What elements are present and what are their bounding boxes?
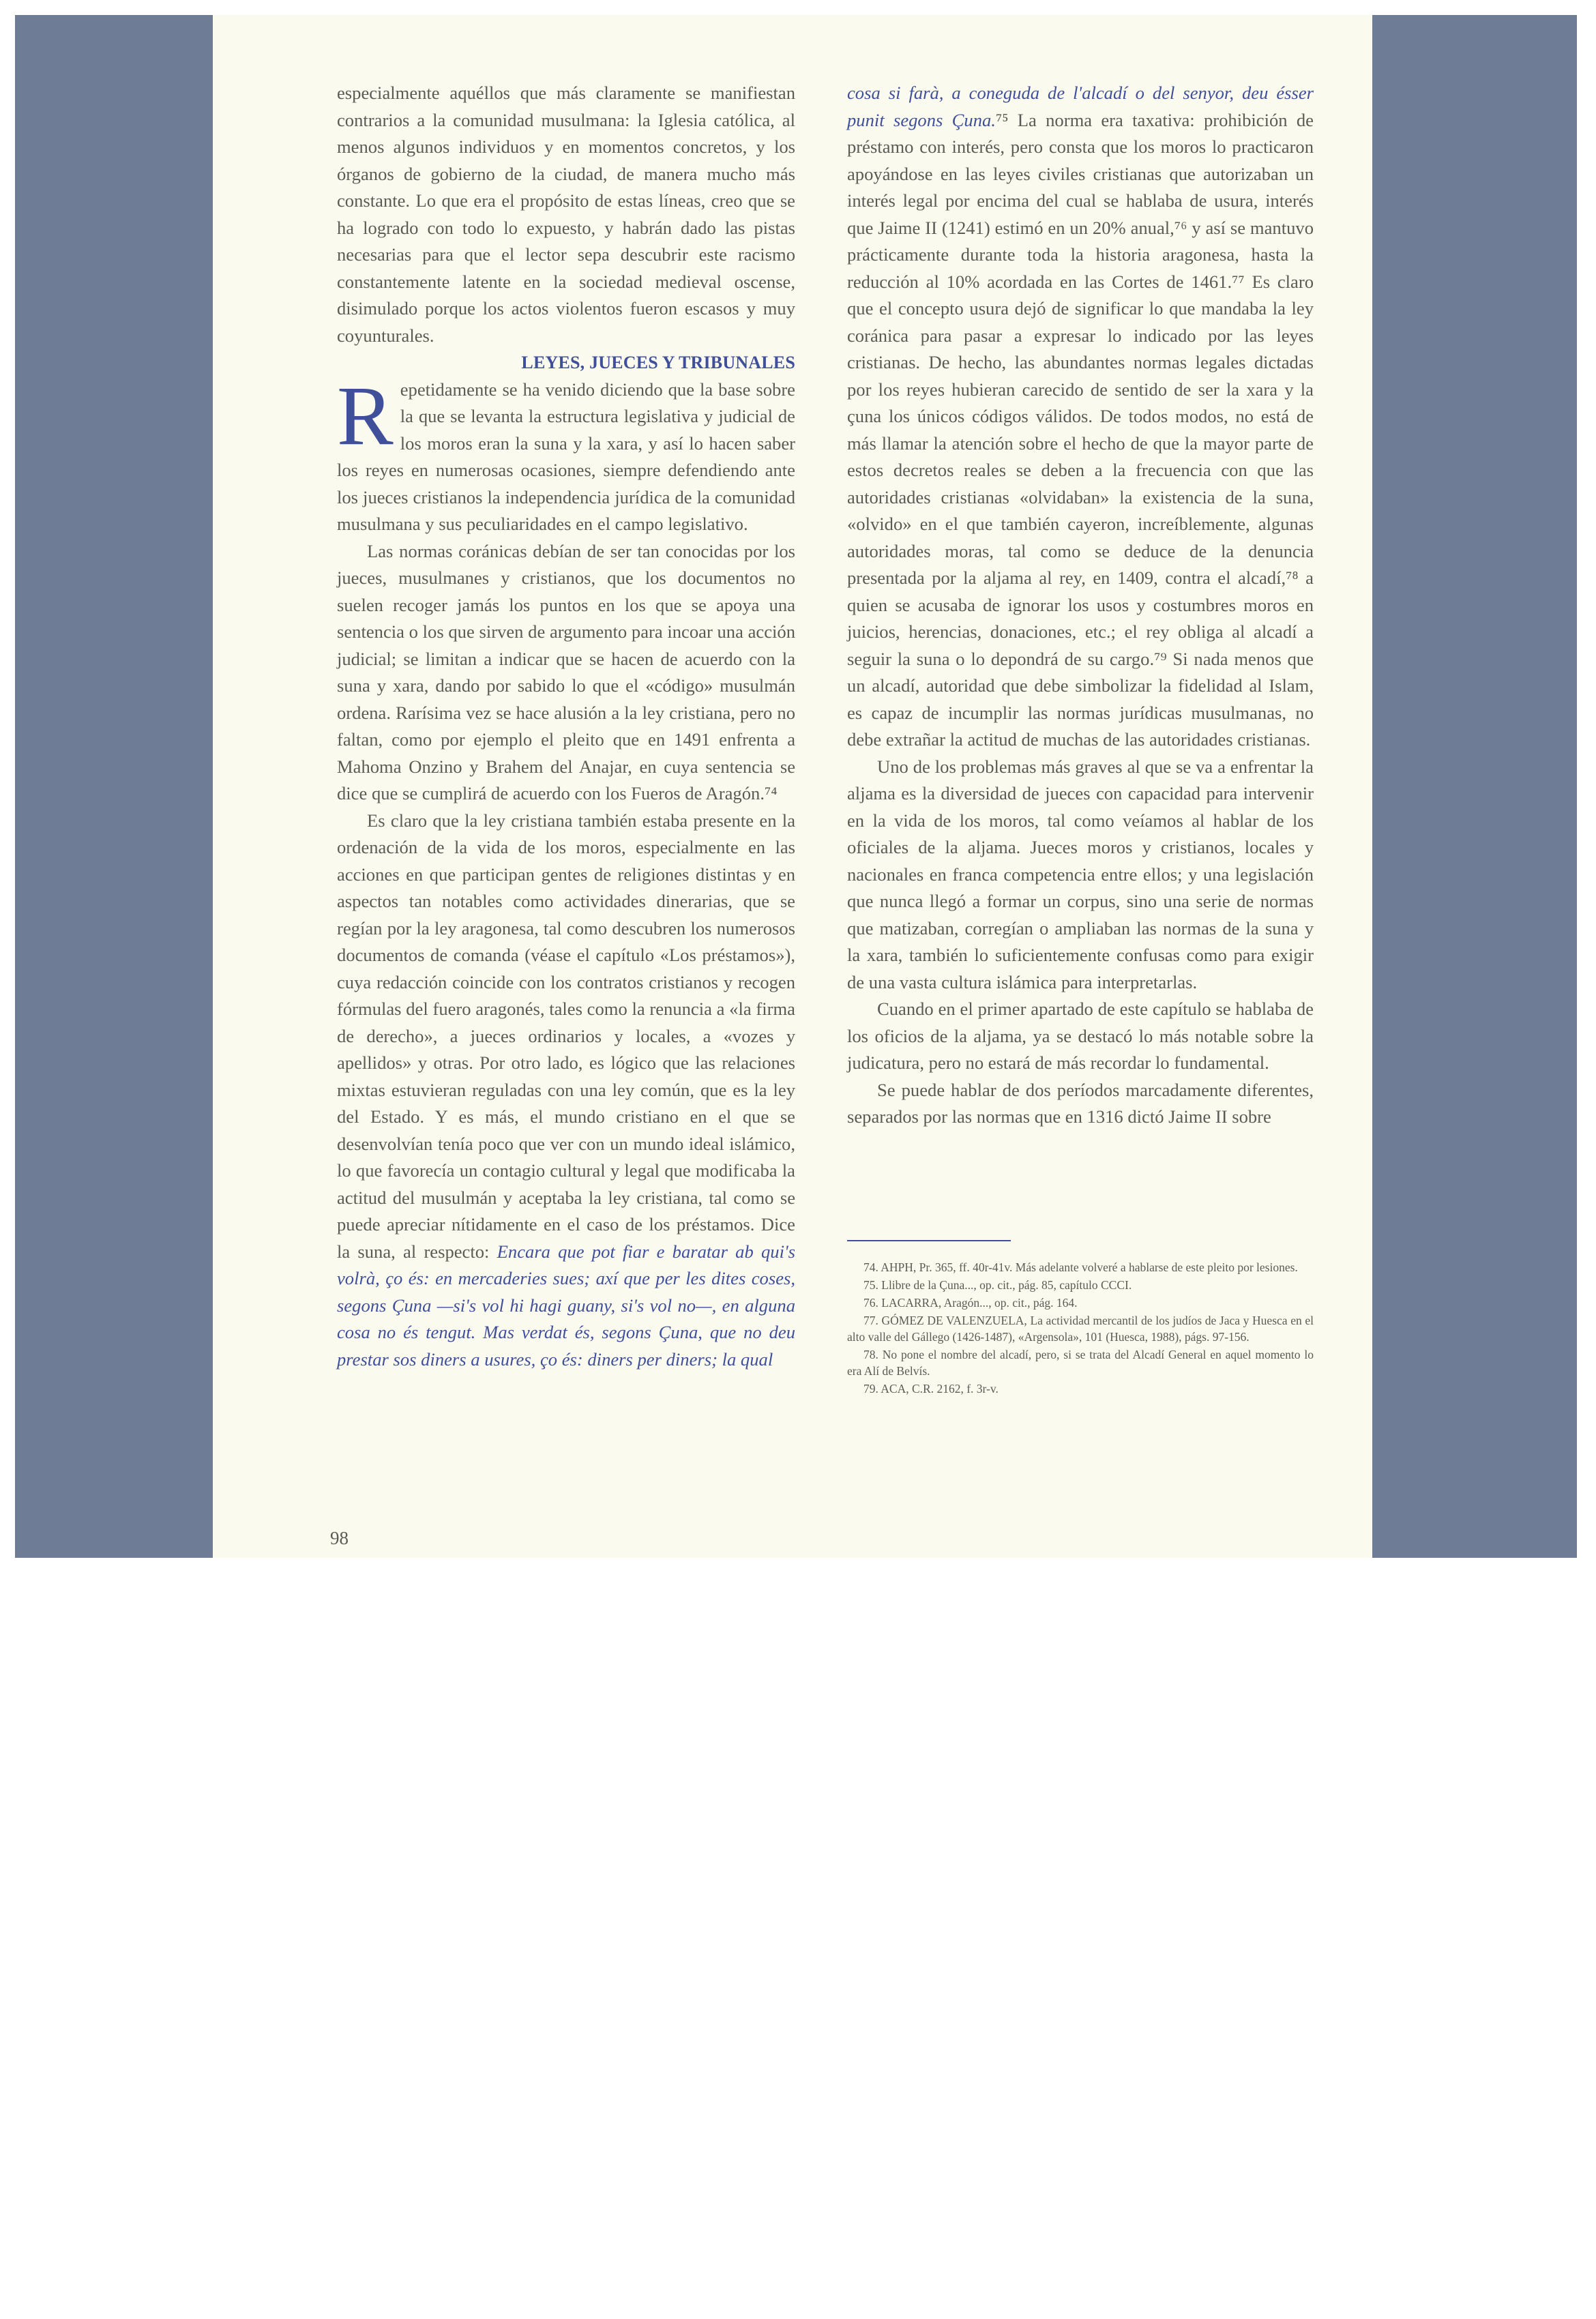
page-number: 98: [330, 1528, 349, 1548]
paragraph: [847, 80, 1314, 754]
paragraph: [337, 808, 795, 1374]
footnote: 77. GÓMEZ DE VALENZUELA, La actividad mercantil de los judíos de Jaca y Huesca en el alto valle del Gállego (1426-1487), «Argensola», 101 (Huesca, 1988), págs. 97-156.: [847, 1313, 1314, 1344]
quotation: cosa si farà, a coneguda de l'alcadí o del senyor, deu ésser punit segons Çuna.: [847, 83, 1314, 130]
paragraph: Cuando en el primer apartado de este capítulo se hablaba de los oficios de la aljama, ya se destacó lo más notable sobre la judicatura, pero no estará de más recordar lo fundamental.: [847, 999, 1314, 1073]
left-column: [337, 80, 795, 1373]
drop-cap: R: [337, 368, 394, 462]
paragraph-continued: especialmente aquéllos que más claramente se manifiestan contrarios a la comunidad musulmana: la Iglesia católica, al menos algunos individuos y en momentos concretos, y los órganos de gobierno de la ciudad, de manera mucho más constante. Lo que era el propósito de estas líneas, creo que se ha logrado con todo lo expuesto, y habrán dado las pistas necesarias para que el lector sepa descubrir este racismo constantemente latente en la sociedad medieval oscense, disimulado porque los actos violentos fueron escasos y muy coyunturales.: [337, 83, 795, 346]
paragraph: Se puede hablar de dos períodos marcadamente diferentes, separados por las normas que en 1316 dictó Jaime II sobre: [847, 1079, 1314, 1127]
scan-background: [15, 15, 1577, 1558]
footnote: 74. AHPH, Pr. 365, ff. 40r-41v. Más adelante volveré a hablarse de este pleito por lesiones.: [863, 1260, 1298, 1274]
paragraph-text: Es claro que la ley cristiana también estaba presente en la ordenación de la vida de los moros, especialmente en las acciones en que participan gentes de religiones distintas y en aspectos tan notables como actividades dinerarias, que se regían por la ley aragonesa, tal como descubren los numerosos documentos de comanda (véase el capítulo «Los préstamos»), cuya redacción coincide con los contratos cristianos y recogen fórmulas del fuero aragonés, tales como la renuncia a «la firma de derecho», a jueces ordinarios y locales, a «vozes y apellidos» y otras. Por otro lado, es lógico que las relaciones mixtas estuvieran reguladas con una ley común, que es la ley del Estado. Y es más, el mundo cristiano en el que se desenvolvían tenía poco que ver con un mundo ideal islámico, lo que favorecía un contagio cultural y legal que modificaba la actitud del musulmán y aceptaba la ley cristiana, tal como se puede apreciar nítidamente en el caso de los préstamos. Dice la suna, al respecto:: [337, 810, 795, 1262]
footnote: 79. ACA, C.R. 2162, f. 3r-v.: [863, 1381, 999, 1395]
paragraph: [337, 368, 795, 538]
paragraph-text: epetidamente se ha venido diciendo que la base sobre la que se levanta la estructura legislativa y judicial de los moros eran la suna y la xara, y así lo hacen saber los reyes en numerosas ocasiones, siempre defendiendo ante los jueces cristianos la independencia jurídica de la comunidad musulmana y sus peculiaridades en el campo legislativo.: [337, 379, 795, 534]
footnote-separator: [847, 1240, 1011, 1241]
footnote: 75. Llibre de la Çuna..., op. cit., pág. 85, capítulo CCCI.: [863, 1277, 1132, 1292]
paragraph: Uno de los problemas más graves al que se va a enfrentar la aljama es la diversidad de jueces con capacidad para intervenir en la vida de los moros, tal como veíamos al hablar de los oficiales de la aljama. Jueces moros y cristianos, locales y nacionales en franca competencia entre ellos; y una legislación que nunca llegó a formar un corpus, sino una serie de normas que matizaban, corregían o ampliaban las normas de la suna y la xara, también lo suficientemente confusas como para exigir de una vasta cultura islámica para interpretarlas.: [847, 756, 1314, 992]
footnotes: [847, 1259, 1314, 1397]
paragraph-text: ⁷⁵ La norma era taxativa: prohibición de préstamo con interés, pero consta que los moros lo practicaron apoyándose en las leyes civiles cristianas que autorizaban un interés legal por encima del cual se hablaba de usura, interés que Jaime II (1241) estimó en un 20% anual,⁷⁶ y así se mantuvo prácticamente durante toda la historia aragonesa, hasta la reducción al 10% acordada en las Cortes de 1461.⁷⁷ Es claro que el concepto usura dejó de significar lo que mandaba la ley coránica para pasar a expresar lo indicado por las leyes cristianas. De hecho, las abundantes normas legales dictadas por los reyes hubieran carecido de sentido de ser la xara y la çuna los únicos códigos válidos. De todos modos, no está de más llamar la atención sobre el hecho de que la mayor parte de estos decretos reales se deben a la frecuencia con que las autoridades cristianas «olvidaban» la existencia de la suna, «olvido» en el que también cayeron, increíblemente, algunas autoridades moras, tal como se deduce de la denuncia presentada por la aljama al rey, en 1409, contra el alcadí,⁷⁸ a quien se acusaba de ignorar los usos y costumbres moros en juicios, herencias, donaciones, etc.; el rey obliga al alcadí a seguir la suna o lo depondrá de su cargo.⁷⁹ Si nada menos que un alcadí, autoridad que debe simbolizar la fidelidad al Islam, es capaz de incumplir las normas jurídicas musulmanas, no debe extrañar la actitud de muchas de las autoridades cristianas.: [847, 109, 1314, 750]
footnote: 78. No pone el nombre del alcadí, pero, si se trata del Alcadí General en aquel momento lo era Alí de Belvís.: [847, 1347, 1314, 1378]
book-page: [213, 15, 1372, 1558]
footnote: 76. LACARRA, Aragón..., op. cit., pág. 164.: [863, 1295, 1078, 1310]
right-column: [847, 80, 1314, 1398]
section-heading: LEYES, JUECES Y TRIBUNALES: [521, 353, 795, 372]
paragraph: Las normas coránicas debían de ser tan conocidas por los jueces, musulmanes y cristianos, que los documentos no suelen recoger jamás los puntos en los que se apoya una sentencia o los que sirven de argumento para incoar una acción judicial; se limitan a indicar que se hacen de acuerdo con la suna y xara, dando por sabido lo que el «código» musulmán ordena. Rarísima vez se hace alusión a la ley cristiana, pero no faltan, como por ejemplo el pleito que en 1491 enfrenta a Mahoma Onzino y Brahem del Anajar, en cuya sentencia se dice que se cumplirá de acuerdo con los Fueros de Aragón.⁷⁴: [337, 540, 795, 803]
quotation: Encara que pot fiar e baratar ab qui's volrà, ço és: en mercaderies sues; axí que per les dites coses, segons Çuna —si's vol hi hagi guany, si's vol no—, en alguna cosa no és tengut. Mas verdat és, segons Çuna, que no deu prestar sos diners a usures, ço és: diners per diners; la qual: [337, 1241, 795, 1370]
